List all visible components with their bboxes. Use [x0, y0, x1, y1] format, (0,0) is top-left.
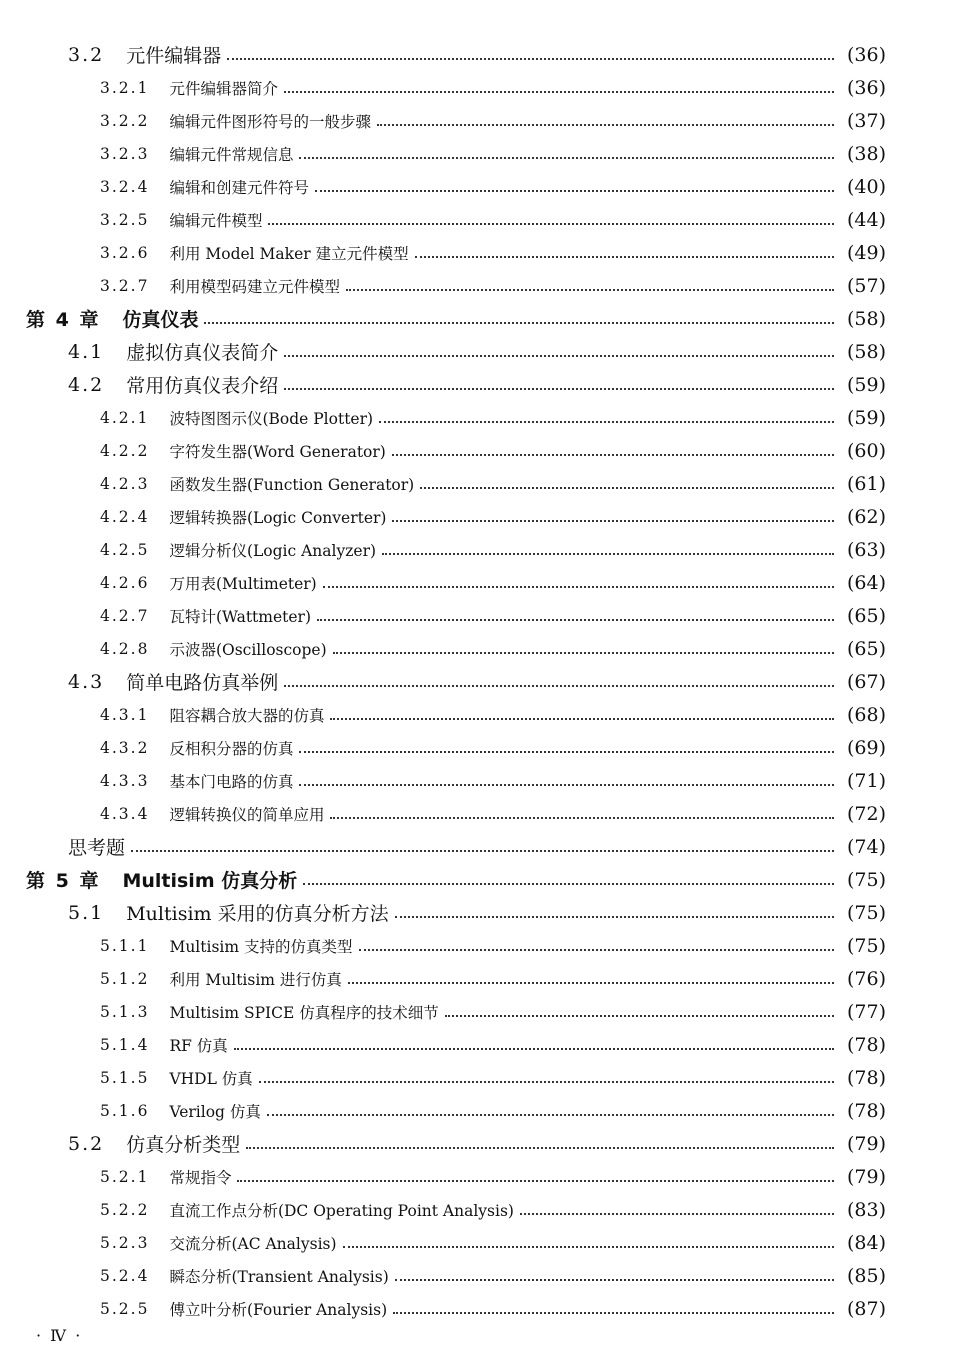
dot-leader: [395, 902, 834, 918]
toc-page-number: (59): [846, 406, 886, 429]
toc-page-number: (75): [846, 901, 886, 924]
toc-entry-number: 4.2.2: [100, 441, 150, 460]
toc-entry-title: RF 仿真: [169, 1036, 228, 1055]
dot-leader: [299, 143, 834, 159]
toc-page-number: (71): [846, 769, 886, 792]
toc-entry-title: 利用 Multisim 进行仿真: [169, 970, 342, 989]
toc-entry-number: 5.1.4: [100, 1035, 150, 1054]
toc-subsection-row[interactable]: [0, 764, 962, 797]
toc-page-number: (84): [846, 1231, 886, 1254]
toc-page-number: (76): [846, 967, 886, 990]
toc-page-number: (75): [846, 868, 886, 891]
toc-entry-number: 5.2.5: [100, 1299, 150, 1318]
toc-page-number: (44): [846, 208, 886, 231]
toc-page-number: (57): [846, 274, 886, 297]
toc-page-number: (85): [846, 1264, 886, 1287]
toc-subsection-row[interactable]: [0, 170, 962, 203]
toc-entry-title: 交流分析(AC Analysis): [169, 1234, 337, 1253]
toc-section-row[interactable]: [0, 38, 962, 71]
dot-leader: [379, 407, 834, 423]
dot-leader: [246, 1133, 834, 1149]
dot-leader: [284, 671, 834, 687]
toc-entry-title: Multisim SPICE 仿真程序的技术细节: [169, 1003, 439, 1022]
toc-subsection-row[interactable]: [0, 434, 962, 467]
toc-subsection-row[interactable]: [0, 1094, 962, 1127]
table-of-contents: [0, 38, 962, 1325]
dot-leader: [348, 968, 834, 984]
toc-subsection-row[interactable]: [0, 962, 962, 995]
toc-page-number: (75): [846, 934, 886, 957]
toc-section-row[interactable]: [0, 335, 962, 368]
toc-subsection-row[interactable]: [0, 203, 962, 236]
toc-entry-number: 5.1.1: [100, 936, 150, 955]
toc-entry-title: 阻容耦合放大器的仿真: [169, 706, 325, 725]
toc-entry-number: 5.2.1: [100, 1167, 150, 1186]
toc-page-number: (67): [846, 670, 886, 693]
toc-entry-title: 元件编辑器: [126, 45, 222, 67]
toc-subsection-row[interactable]: [0, 566, 962, 599]
toc-entry-number: 4.1: [68, 340, 105, 363]
toc-entry-title: 编辑元件常规信息: [169, 145, 294, 164]
toc-entry-number: 4.2.6: [100, 573, 150, 592]
toc-entry-title: Multisim 采用的仿真分析方法: [126, 903, 389, 925]
toc-entry-number: 4.3: [68, 670, 105, 693]
toc-subsection-row[interactable]: [0, 995, 962, 1028]
toc-page-number: (68): [846, 703, 886, 726]
toc-entry-number: 5.1.2: [100, 969, 150, 988]
toc-entry-number: 5.2.3: [100, 1233, 150, 1252]
toc-page-number: (59): [846, 373, 886, 396]
toc-entry-title: 思考题: [68, 837, 126, 859]
toc-page-number: (37): [846, 109, 886, 132]
toc-chapter-row[interactable]: [0, 302, 962, 335]
toc-subsection-row[interactable]: [0, 599, 962, 632]
toc-page-number: (62): [846, 505, 886, 528]
toc-section-row[interactable]: [0, 1127, 962, 1160]
toc-entry-number: 4.3.2: [100, 738, 150, 757]
toc-subsection-row[interactable]: [0, 1226, 962, 1259]
toc-entry-number: 5.2.4: [100, 1266, 150, 1285]
toc-section-row[interactable]: [0, 665, 962, 698]
toc-page-number: (77): [846, 1000, 886, 1023]
dot-leader: [131, 836, 834, 852]
toc-entry-title: 瞬态分析(Transient Analysis): [169, 1267, 389, 1286]
dot-leader: [346, 275, 834, 291]
dot-leader: [330, 704, 834, 720]
toc-entry-number: 4.3.1: [100, 705, 150, 724]
toc-page-number: (58): [846, 340, 886, 363]
toc-entry-title: 常规指令: [169, 1168, 232, 1187]
dot-leader: [330, 803, 834, 819]
toc-subsection-row[interactable]: [0, 929, 962, 962]
toc-chapter-row[interactable]: [0, 863, 962, 896]
dot-leader: [268, 209, 834, 225]
toc-entry-number: 5.1.3: [100, 1002, 150, 1021]
toc-subsection-row[interactable]: [0, 698, 962, 731]
toc-page-number: (78): [846, 1033, 886, 1056]
toc-page-number: (87): [846, 1297, 886, 1320]
toc-entry-title: 基本门电路的仿真: [169, 772, 294, 791]
toc-page-number: (49): [846, 241, 886, 264]
toc-page-number: (78): [846, 1099, 886, 1122]
dot-leader: [204, 308, 834, 324]
toc-page-number: (74): [846, 835, 886, 858]
toc-entry-number: 4.2.8: [100, 639, 150, 658]
dot-leader: [359, 935, 835, 951]
toc-page-number: (69): [846, 736, 886, 759]
dot-leader: [392, 440, 834, 456]
toc-entry-title: 编辑元件模型: [169, 211, 263, 230]
toc-entry-title: 反相积分器的仿真: [169, 739, 294, 758]
toc-entry-number: 5.2: [68, 1132, 105, 1155]
dot-leader: [259, 1067, 834, 1083]
dot-leader: [420, 473, 834, 489]
toc-entry-number: 3.2.5: [100, 210, 150, 229]
toc-page-number: (58): [846, 307, 886, 330]
toc-entry-title: Verilog 仿真: [169, 1102, 261, 1121]
toc-subsection-row[interactable]: [0, 731, 962, 764]
toc-entry-title: 虚拟仿真仪表简介: [126, 342, 279, 364]
toc-entry-number: 3.2.2: [100, 111, 150, 130]
toc-subsection-row[interactable]: [0, 533, 962, 566]
toc-entry-title: 瓦特计(Wattmeter): [169, 607, 312, 626]
toc-page-number: (61): [846, 472, 886, 495]
toc-subsection-row[interactable]: [0, 500, 962, 533]
dot-leader: [323, 572, 834, 588]
toc-page-number: (64): [846, 571, 886, 594]
toc-subsection-row[interactable]: [0, 1259, 962, 1292]
toc-subsection-row[interactable]: [0, 1292, 962, 1325]
toc-entry-number: 4.3.4: [100, 804, 150, 823]
toc-entry-title: 函数发生器(Function Generator): [169, 475, 415, 494]
toc-entry-title: VHDL 仿真: [169, 1069, 253, 1088]
toc-subsection-row[interactable]: [0, 401, 962, 434]
toc-page-number: (79): [846, 1165, 886, 1188]
toc-entry-number: 4.2.3: [100, 474, 150, 493]
toc-entry-title: 利用模型码建立元件模型: [169, 277, 340, 296]
dot-leader: [395, 1265, 834, 1281]
dot-leader: [382, 539, 834, 555]
page-number-footer: · Ⅳ ·: [36, 1326, 83, 1345]
toc-entry-title: 利用 Model Maker 建立元件模型: [169, 244, 409, 263]
toc-page-number: (63): [846, 538, 886, 561]
toc-entry-number: 3.2.7: [100, 276, 150, 295]
toc-entry-title: 字符发生器(Word Generator): [169, 442, 386, 461]
toc-entry-number: 4.2.5: [100, 540, 150, 559]
toc-entry-number: 第 4 章: [26, 309, 101, 331]
toc-subsection-row[interactable]: [0, 269, 962, 302]
toc-entry-title: 波特图图示仪(Bode Plotter): [169, 409, 374, 428]
toc-entry-number: 3.2.3: [100, 144, 150, 163]
dot-leader: [415, 242, 834, 258]
toc-page-number: (38): [846, 142, 886, 165]
toc-entry-title: Multisim 支持的仿真类型: [169, 937, 353, 956]
toc-entry-title: 元件编辑器简介: [169, 79, 278, 98]
toc-entry-title: 仿真分析类型: [126, 1134, 241, 1156]
toc-page-number: (36): [846, 43, 886, 66]
toc-page-number: (65): [846, 604, 886, 627]
toc-entry-row[interactable]: [0, 830, 962, 863]
dot-leader: [343, 1232, 834, 1248]
toc-subsection-row[interactable]: [0, 71, 962, 104]
toc-entry-number: 5.1.6: [100, 1101, 150, 1120]
toc-subsection-row[interactable]: [0, 632, 962, 665]
toc-subsection-row[interactable]: [0, 1061, 962, 1094]
dot-leader: [234, 1034, 834, 1050]
toc-entry-number: 3.2.1: [100, 78, 150, 97]
toc-entry-title: 编辑元件图形符号的一般步骤: [169, 112, 371, 131]
toc-entry-number: 3.2: [68, 43, 105, 66]
toc-entry-number: 3.2.4: [100, 177, 150, 196]
toc-entry-title: 常用仿真仪表介绍: [126, 375, 279, 397]
dot-leader: [299, 737, 834, 753]
toc-page-number: (60): [846, 439, 886, 462]
dot-leader: [284, 374, 834, 390]
dot-leader: [227, 44, 834, 60]
toc-subsection-row[interactable]: [0, 1193, 962, 1226]
toc-entry-number: 4.3.3: [100, 771, 150, 790]
dot-leader: [299, 770, 834, 786]
dot-leader: [377, 110, 834, 126]
toc-section-row[interactable]: [0, 368, 962, 401]
dot-leader: [284, 77, 834, 93]
dot-leader: [445, 1001, 834, 1017]
toc-page-number: (72): [846, 802, 886, 825]
toc-page-number: (36): [846, 76, 886, 99]
toc-entry-title: 逻辑转换仪的简单应用: [169, 805, 325, 824]
toc-entry-number: 3.2.6: [100, 243, 150, 262]
dot-leader: [317, 605, 834, 621]
toc-subsection-row[interactable]: [0, 137, 962, 170]
toc-page-number: (83): [846, 1198, 886, 1221]
toc-entry-title: Multisim 仿真分析: [122, 870, 298, 892]
dot-leader: [392, 506, 834, 522]
toc-entry-title: 万用表(Multimeter): [169, 574, 317, 593]
toc-entry-number: 5.1.5: [100, 1068, 150, 1087]
dot-leader: [393, 1298, 834, 1314]
dot-leader: [520, 1199, 834, 1215]
toc-subsection-row[interactable]: [0, 797, 962, 830]
toc-page-number: (65): [846, 637, 886, 660]
toc-page-number: (40): [846, 175, 886, 198]
toc-entry-title: 直流工作点分析(DC Operating Point Analysis): [169, 1201, 514, 1220]
toc-subsection-row[interactable]: [0, 236, 962, 269]
dot-leader: [303, 869, 834, 885]
toc-entry-number: 4.2: [68, 373, 105, 396]
toc-page-number: (78): [846, 1066, 886, 1089]
toc-subsection-row[interactable]: [0, 1028, 962, 1061]
toc-entry-title: 编辑和创建元件符号: [169, 178, 309, 197]
toc-page-number: (79): [846, 1132, 886, 1155]
toc-section-row[interactable]: [0, 896, 962, 929]
toc-entry-number: 4.2.7: [100, 606, 150, 625]
dot-leader: [315, 176, 834, 192]
toc-subsection-row[interactable]: [0, 1160, 962, 1193]
toc-entry-title: 仿真仪表: [122, 309, 199, 331]
toc-entry-title: 逻辑转换器(Logic Converter): [169, 508, 387, 527]
dot-leader: [333, 638, 834, 654]
dot-leader: [284, 341, 834, 357]
toc-subsection-row[interactable]: [0, 104, 962, 137]
dot-leader: [237, 1166, 834, 1182]
toc-entry-title: 逻辑分析仪(Logic Analyzer): [169, 541, 377, 560]
dot-leader: [267, 1100, 834, 1116]
toc-entry-title: 示波器(Oscilloscope): [169, 640, 327, 659]
toc-entry-number: 5.2.2: [100, 1200, 150, 1219]
toc-entry-number: 5.1: [68, 901, 105, 924]
toc-entry-number: 第 5 章: [26, 870, 101, 892]
toc-entry-number: 4.2.4: [100, 507, 150, 526]
toc-subsection-row[interactable]: [0, 467, 962, 500]
toc-entry-title: 傅立叶分析(Fourier Analysis): [169, 1300, 388, 1319]
toc-entry-title: 简单电路仿真举例: [126, 672, 279, 694]
toc-entry-number: 4.2.1: [100, 408, 150, 427]
